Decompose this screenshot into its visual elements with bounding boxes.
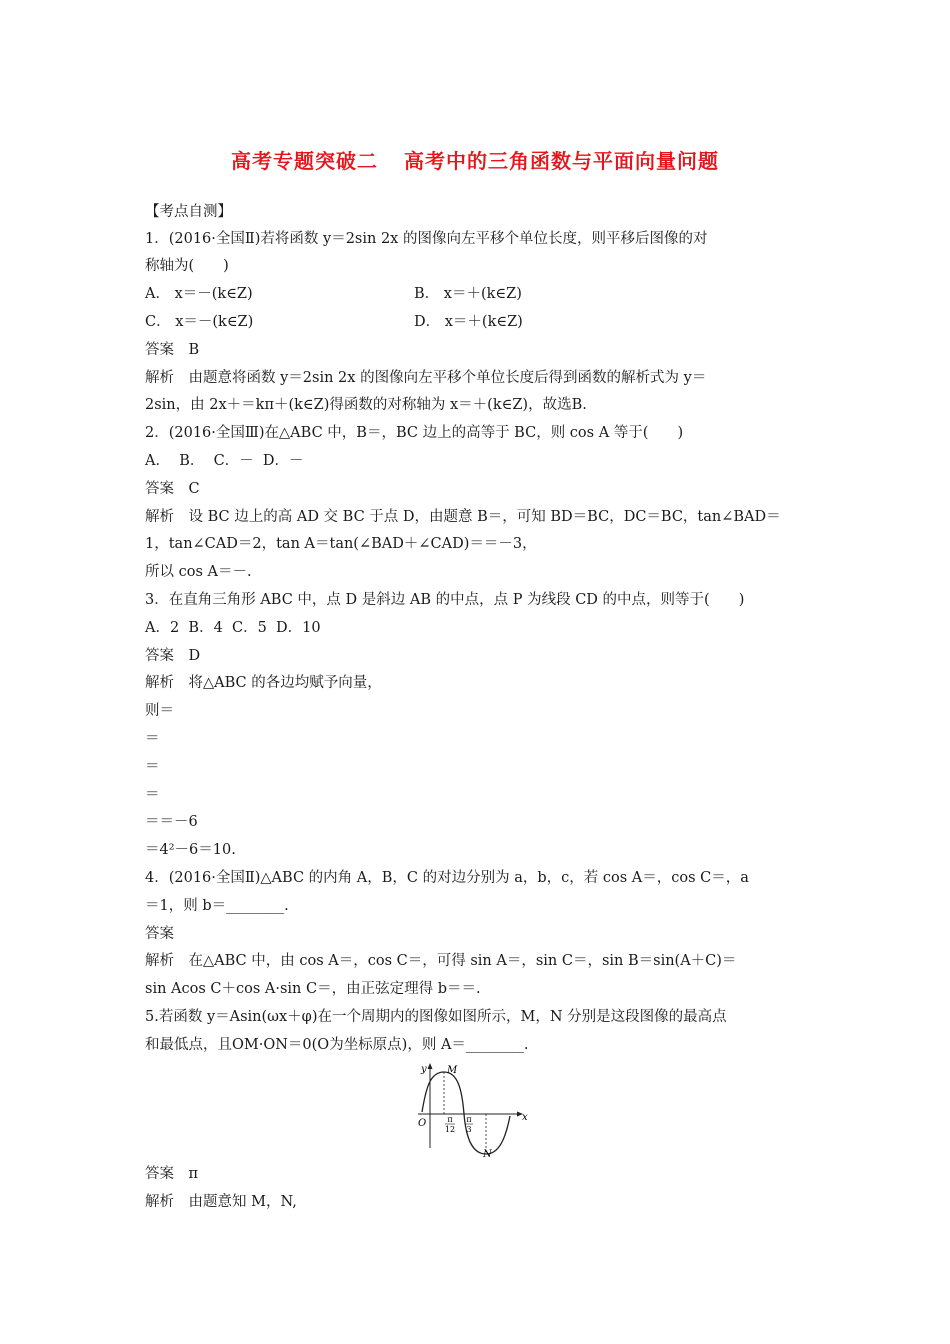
title-part2: 高考中的三角函数与平面向量问题: [404, 149, 719, 173]
y-axis-label: y: [421, 1064, 427, 1075]
q1-option-c: C． x＝－(k∈Z): [145, 314, 254, 330]
q3-analysis-1: 解析 将△ABC 的各边均赋予向量，: [145, 675, 382, 691]
y-axis-arrow: [428, 1063, 433, 1069]
q2-options: A． B． C．－ D．－: [145, 453, 304, 469]
sine-graph-figure: [414, 1060, 534, 1158]
q1-option-a: A． x＝－(k∈Z): [145, 286, 253, 302]
q1-option-d: D． x＝＋(k∈Z): [414, 314, 523, 330]
q4-stem-2: ＝1，则 b＝________.: [145, 898, 289, 914]
q1-analysis-2: 2sin，由 2x＋＝kπ＋(k∈Z)得函数的对称轴为 x＝＋(k∈Z)，故选B.: [145, 397, 587, 413]
tick2-numerator: π: [466, 1115, 472, 1124]
q3-stem: 3．在直角三角形 ABC 中，点 D 是斜边 AB 的中点，点 P 为线段 CD 的中点，则等于( ): [145, 592, 745, 608]
x-axis-label: x: [522, 1112, 528, 1123]
title-part1: 高考专题突破二: [231, 149, 378, 173]
q2-analysis-2: 1，tan∠CAD＝2，tan A＝tan(∠BAD＋∠CAD)＝＝－3，: [145, 536, 537, 552]
q5-analysis-1: 解析 由题意知 M，N,: [145, 1194, 297, 1210]
max-point-label: M: [447, 1065, 458, 1076]
tick2-denominator: 3: [466, 1125, 472, 1134]
q3-analysis-7: ＝4²－6＝10.: [145, 842, 236, 858]
q3-options: A．2 B．4 C．5 D．10: [145, 620, 321, 636]
q2-analysis-3: 所以 cos A＝－.: [145, 564, 252, 580]
q1-stem-2: 称轴为( ): [145, 258, 229, 274]
q4-analysis-1: 解析 在△ABC 中，由 cos A＝，cos C＝，可得 sin A＝，sin C＝，sin B＝sin(A＋C)＝: [145, 953, 737, 969]
q2-analysis-1: 解析 设 BC 边上的高 AD 交 BC 于点 D，由题意 B＝，可知 BD＝BC，DC＝BC，tan∠BAD＝: [145, 509, 781, 525]
q1-stem-1: 1．(2016·全国Ⅱ)若将函数 y＝2sin 2x 的图像向左平移个单位长度，则平移后图像的对: [145, 231, 708, 247]
q3-analysis-5: ＝: [145, 787, 160, 803]
tick1-numerator: π: [447, 1115, 453, 1124]
q3-analysis-2: 则＝: [145, 703, 174, 719]
sine-curve: [422, 1072, 510, 1154]
min-point-label: N: [483, 1149, 492, 1158]
q1-analysis-1: 解析 由题意将函数 y＝2sin 2x 的图像向左平移个单位长度后得到函数的解析式为 y＝: [145, 370, 707, 386]
q2-answer: 答案 C: [145, 481, 200, 497]
q3-analysis-4: ＝: [145, 759, 160, 775]
q5-answer: 答案 π: [145, 1166, 199, 1182]
q3-analysis-6: ＝＝－6: [145, 814, 198, 830]
section-heading: 【考点自测】: [145, 204, 232, 220]
q5-stem-2: 和最低点，且OM·ON＝0(O为坐标原点)，则 A＝________.: [145, 1037, 529, 1053]
page-title: [0, 145, 950, 174]
q4-answer: 答案: [145, 926, 174, 942]
q3-answer: 答案 D: [145, 648, 201, 664]
origin-label: O: [418, 1118, 427, 1129]
q5-stem-1: 5.若函数 y＝Asin(ωx＋φ)在一个周期内的图像如图所示，M，N 分别是这段图像的最高点: [145, 1009, 727, 1025]
q1-answer: 答案 B: [145, 342, 200, 358]
q4-analysis-2: sin Acos C＋cos A·sin C＝，由正弦定理得 b＝＝.: [145, 981, 481, 997]
tick1-denominator: 12: [444, 1125, 456, 1134]
q1-option-b: B． x＝＋(k∈Z): [414, 286, 522, 302]
q3-analysis-3: ＝: [145, 731, 160, 747]
q4-stem-1: 4．(2016·全国Ⅱ)△ABC 的内角 A，B，C 的对边分别为 a，b，c，若 cos A＝，cos C＝，a: [145, 870, 749, 886]
q2-stem: 2．(2016·全国Ⅲ)在△ABC 中，B＝，BC 边上的高等于 BC，则 cos A 等于( ): [145, 425, 684, 441]
